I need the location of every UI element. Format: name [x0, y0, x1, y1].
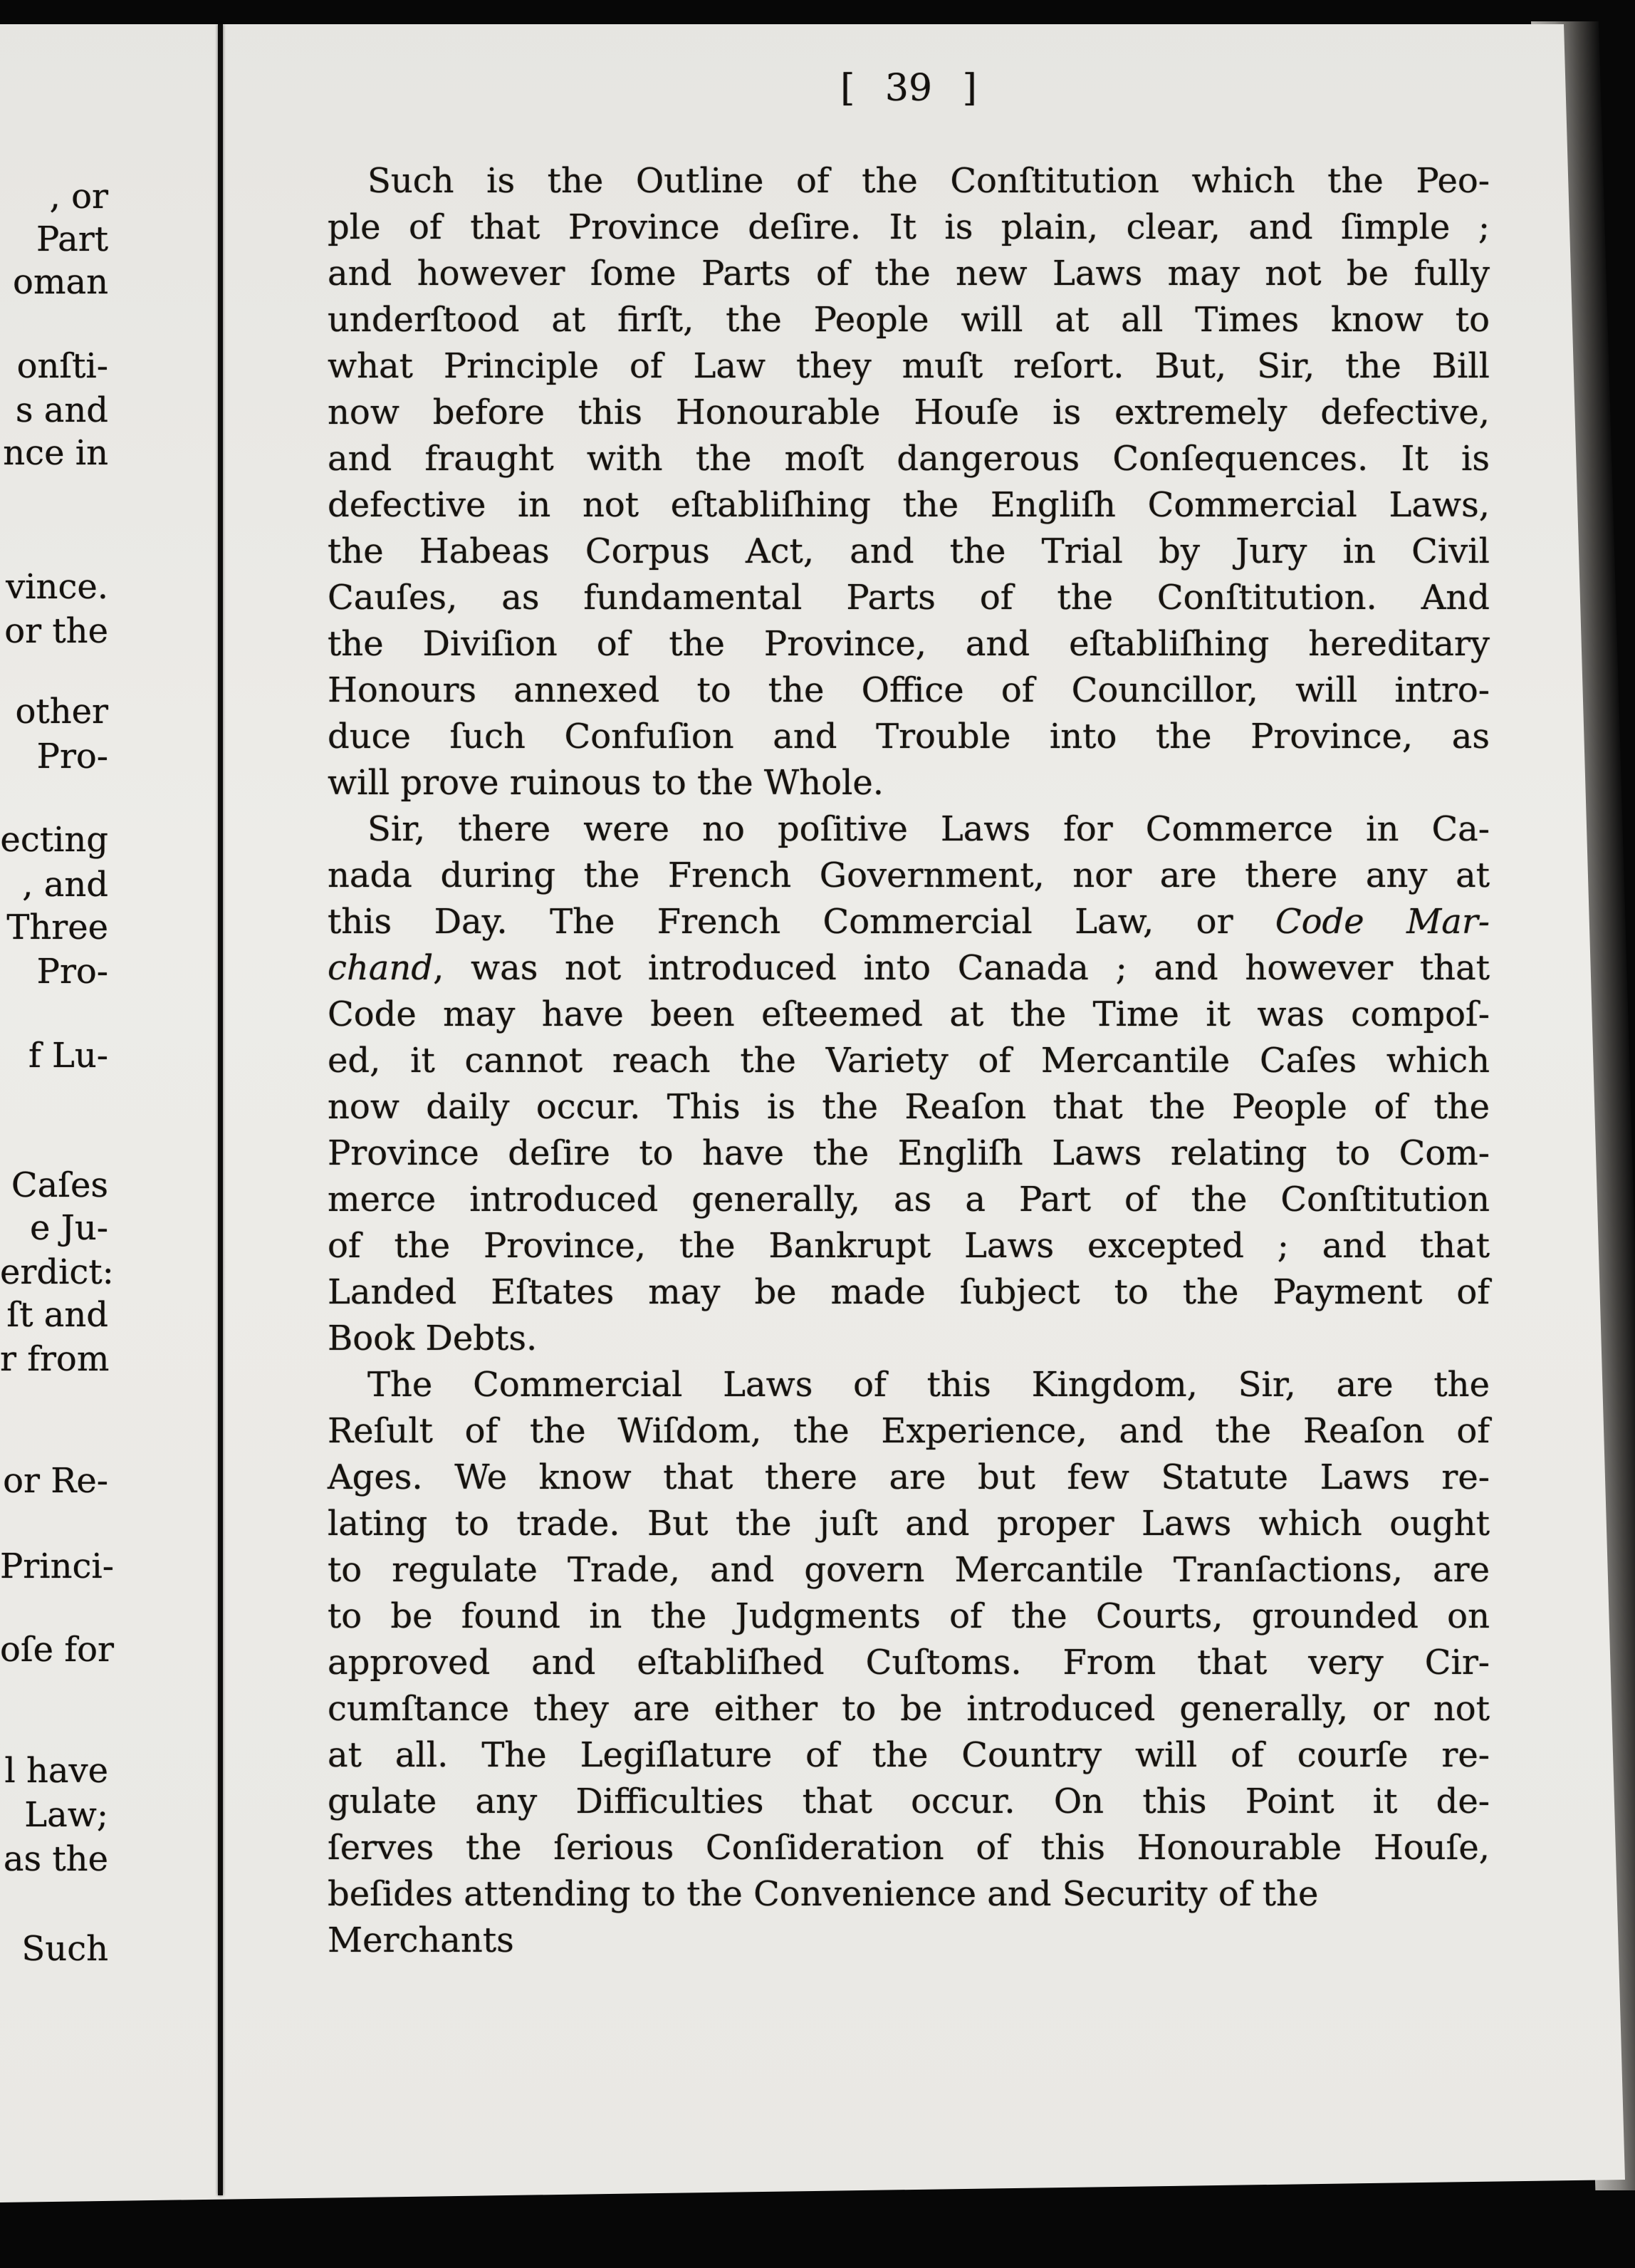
text-line: [328, 390, 1490, 436]
text-line: [328, 1640, 1490, 1686]
text-line: [328, 1177, 1490, 1223]
margin-fragment: Three: [6, 907, 108, 947]
text-line: [328, 1038, 1490, 1084]
text-line: [328, 992, 1490, 1038]
text-run: at all. The Legiſlature of the Country will of courſe re-: [328, 1735, 1490, 1775]
text-line: [328, 1871, 1490, 1918]
text-run: Sir, there were no poſitive Laws for Commerce in Ca-: [367, 809, 1490, 849]
margin-fragment: Law;: [24, 1795, 108, 1835]
text-line: [328, 853, 1490, 899]
body-text: [328, 158, 1490, 1964]
text-run: defective in not eſtabliſhing the Engliſh Commercial Laws,: [328, 485, 1490, 525]
text-run: Landed Eſtates may be made ſubject to the Payment of: [328, 1272, 1490, 1312]
text-run: now before this Honourable Houſe is extremely defective,: [328, 392, 1490, 432]
margin-fragment: oſe for: [0, 1630, 114, 1670]
text-line: [328, 1593, 1490, 1640]
margin-fragment: Caſes: [11, 1165, 108, 1205]
text-line: [328, 1732, 1490, 1779]
text-run: The Commercial Laws of this Kingdom, Sir, are the: [367, 1365, 1490, 1405]
margin-fragment: f Lu-: [28, 1036, 108, 1076]
margin-fragment: ſt and: [6, 1295, 108, 1335]
margin-fragment: Pro-: [36, 737, 108, 776]
text-run: beſides attending to the Convenience and Security of the: [328, 1874, 1319, 1914]
text-run: and however ſome Parts of the new Laws may not be fully: [328, 254, 1490, 293]
italic-text: chand: [328, 948, 434, 988]
text-run: will prove ruinous to the Whole.: [328, 763, 884, 803]
text-line: [328, 1455, 1490, 1501]
margin-fragment: r from: [0, 1339, 110, 1379]
text-run: ed, it cannot reach the Variety of Mercantile Caſes which: [328, 1041, 1490, 1081]
text-run: to regulate Trade, and govern Mercantile Tranſactions, are: [328, 1550, 1490, 1590]
text-run: duce ſuch Confuſion and Trouble into the Province, as: [328, 717, 1490, 756]
margin-fragment: or the: [4, 611, 108, 651]
text-line: [328, 1130, 1490, 1177]
text-line: [328, 1223, 1490, 1269]
margin-fragment: s and: [15, 390, 108, 430]
text-line: [328, 760, 1490, 806]
text-line: [328, 1316, 1490, 1362]
text-line: [328, 529, 1490, 575]
margin-fragment: l have: [4, 1751, 108, 1791]
text-run: Such is the Outline of the Conſtitution which the Peo-: [367, 161, 1490, 201]
text-run: Book Debts.: [328, 1318, 538, 1358]
text-line: [328, 343, 1490, 390]
margin-fragment: ecting: [0, 820, 108, 860]
text-run: ſerves the ſerious Conſideration of this Honourable Houſe,: [328, 1828, 1490, 1868]
text-run: ple of that Province deſire. It is plain, clear, and ſimple ;: [328, 207, 1490, 247]
text-run: the Diviſion of the Province, and eſtabliſhing hereditary: [328, 624, 1490, 664]
text-line: [328, 1501, 1490, 1547]
text-run: nada during the French Government, nor are there any at: [328, 855, 1490, 895]
text-run: underſtood at firſt, the People will at all Times know to: [328, 300, 1490, 340]
text-run: , was not introduced into Canada ; and however that: [433, 948, 1490, 988]
text-run: Reſult of the Wiſdom, the Experience, and the Reaſon of: [328, 1411, 1490, 1451]
text-run: Province deſire to have the Engliſh Laws relating to Com-: [328, 1133, 1490, 1173]
text-run: gulate any Difficulties that occur. On this Point it de-: [328, 1781, 1490, 1821]
text-line: [328, 667, 1490, 714]
margin-fragment: , and: [22, 865, 108, 905]
text-line: [328, 482, 1490, 529]
margin-fragment: onſti-: [16, 346, 108, 386]
margin-fragment: Part: [36, 219, 108, 259]
text-line: [328, 204, 1490, 251]
margin-fragment: other: [15, 692, 108, 732]
text-line: [328, 1779, 1490, 1825]
text-line: [328, 1686, 1490, 1732]
margin-fragment: e Ju-: [29, 1208, 108, 1248]
text-run: this Day. The French Commercial Law, or: [328, 902, 1275, 942]
left-page-sliver: [0, 0, 114, 2268]
margin-fragment: vince.: [6, 567, 108, 607]
text-run: and fraught with the moſt dangerous Conſequences. It is: [328, 439, 1490, 479]
gutter-binding-line: [218, 24, 223, 2195]
text-line: [328, 945, 1490, 992]
text-line: [328, 714, 1490, 760]
text-line: [328, 1547, 1490, 1593]
margin-fragment: or Re-: [3, 1461, 108, 1501]
margin-fragment: as the: [3, 1839, 108, 1879]
text-line: [328, 1269, 1490, 1316]
text-run: Ages. We know that there are but few Statute Laws re-: [328, 1457, 1490, 1497]
margin-fragment: Such: [21, 1929, 108, 1969]
text-line: [328, 575, 1490, 621]
text-run: Honours annexed to the Office of Councillor, will intro-: [328, 670, 1490, 710]
margin-fragment: nce in: [3, 433, 108, 473]
text-line: [328, 1362, 1490, 1408]
text-run: Code may have been eſteemed at the Time it was compoſ-: [328, 994, 1490, 1034]
text-line: [328, 297, 1490, 343]
text-run: what Principle of Law they muſt reſort. But, Sir, the Bill: [328, 346, 1490, 386]
text-run: lating to trade. But the juſt and proper Laws which ought: [328, 1504, 1490, 1544]
text-line: [328, 1408, 1490, 1455]
text-run: approved and eſtabliſhed Cuſtoms. From that very Cir-: [328, 1643, 1490, 1682]
text-run: now daily occur. This is the Reaſon that the People of the: [328, 1087, 1490, 1127]
margin-fragment: oman: [13, 262, 108, 302]
paragraph: [328, 158, 1490, 806]
text-run: the Habeas Corpus Act, and the Trial by Jury in Civil: [328, 531, 1490, 571]
margin-fragment: erdict:: [0, 1252, 114, 1292]
text-line: [328, 1084, 1490, 1130]
text-line: [328, 1825, 1490, 1871]
text-line: [328, 899, 1490, 945]
paragraph: [328, 806, 1490, 1362]
text-run: to be found in the Judgments of the Courts, grounded on: [328, 1596, 1490, 1636]
text-run: Cauſes, as fundamental Parts of the Conſtitution. And: [328, 578, 1490, 618]
text-line: [328, 158, 1490, 204]
text-run: cumſtance they are either to be introduced generally, or not: [328, 1689, 1490, 1729]
margin-fragment: Princi-: [0, 1546, 114, 1586]
margin-fragment: Pro-: [36, 952, 108, 992]
text-line: [328, 621, 1490, 667]
paragraph: [328, 1362, 1490, 1918]
text-line: [328, 251, 1490, 297]
margin-fragment: , or: [49, 177, 108, 217]
text-line: [328, 806, 1490, 853]
page-number: [ 39 ]: [840, 67, 977, 110]
catchword: Merchants: [328, 1920, 514, 1960]
text-run: merce introduced generally, as a Part of the Conſtitution: [328, 1180, 1490, 1219]
text-line: [328, 436, 1490, 482]
italic-text: Code Mar-: [1275, 902, 1490, 942]
text-run: of the Province, the Bankrupt Laws excepted ; and that: [328, 1226, 1490, 1266]
